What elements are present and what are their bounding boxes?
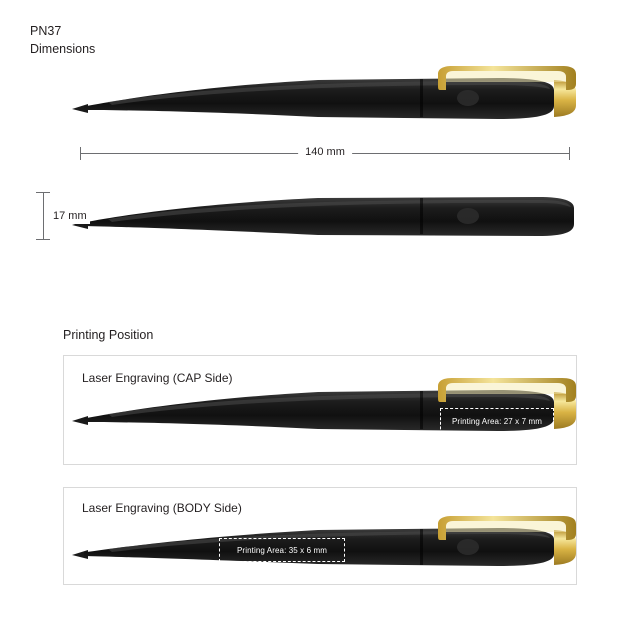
- pen-body-icon: [68, 190, 578, 250]
- dimension-cap-bottom: [36, 239, 50, 240]
- product-code: PN37: [30, 24, 62, 38]
- print-panel-cap-label: Laser Engraving (CAP Side): [82, 371, 233, 385]
- print-area-body: Printing Area: 35 x 6 mm: [219, 538, 345, 562]
- height-dimension: [36, 192, 87, 240]
- length-dimension: [80, 147, 570, 161]
- dimension-cap-left: [80, 147, 81, 160]
- print-area-cap: Printing Area: 27 x 7 mm: [440, 408, 554, 434]
- print-panel-body-label: Laser Engraving (BODY Side): [82, 501, 242, 515]
- length-label: 140 mm: [298, 146, 352, 158]
- dimension-cap-top: [36, 192, 50, 193]
- height-label: 17 mm: [50, 208, 90, 224]
- dimension-cap-right: [569, 147, 570, 160]
- pen-with-clip-icon: [68, 60, 578, 130]
- page-title: [30, 22, 95, 58]
- printing-position-title: Printing Position: [63, 328, 154, 342]
- dimension-line: [43, 192, 44, 240]
- page-subtitle: Dimensions: [30, 42, 96, 57]
